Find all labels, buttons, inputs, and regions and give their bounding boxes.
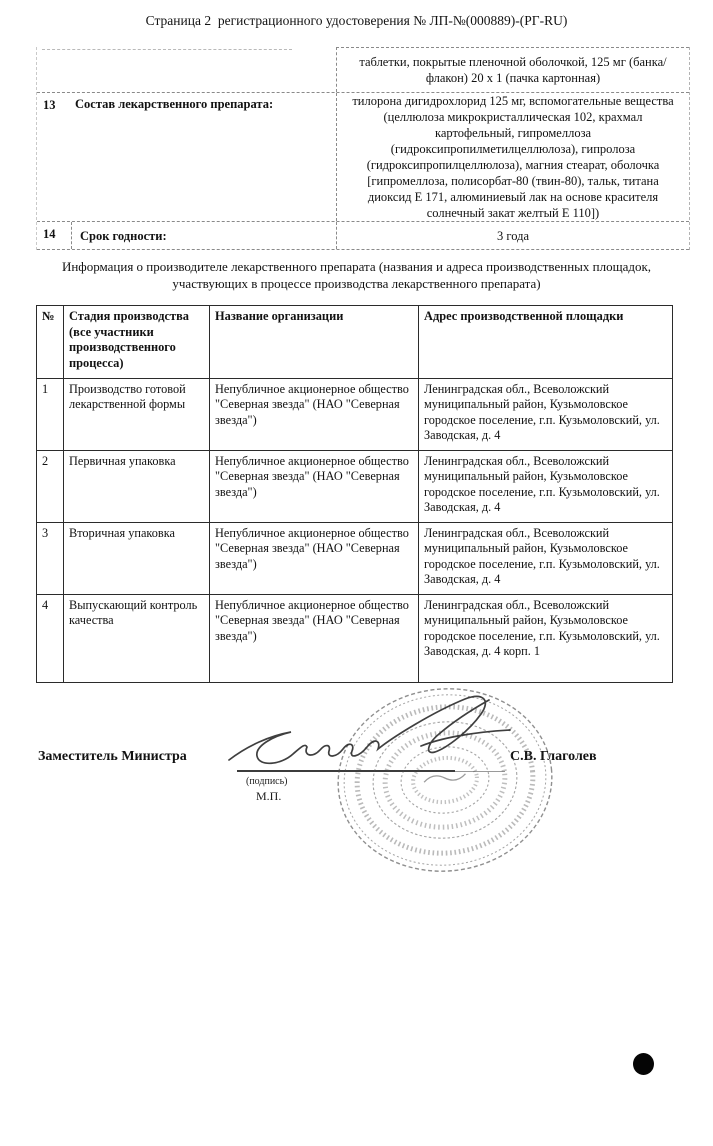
cell-address: Ленинградская обл., Всеволожский муниципальный район, Кузьмоловское городское поселение, г.п. Кузьмоловский, ул. Заводская, д. 4 xyxy=(419,451,673,523)
signature-line xyxy=(237,770,455,772)
seal-place-caption: М.П. xyxy=(256,789,282,803)
cell-address: Ленинградская обл., Всеволожский муниципальный район, Кузьмоловское городское поселение, г.п. Кузьмоловский, ул. Заводская, д. 4 xyxy=(419,379,673,451)
cell-organization: Непубличное акционерное общество "Северная звезда" (НАО "Северная звезда") xyxy=(210,523,419,595)
cell-stage: Производство готовой лекарственной формы xyxy=(64,379,210,451)
cell-organization: Непубличное акционерное общество "Северная звезда" (НАО "Северная звезда") xyxy=(210,451,419,523)
row-number: 13 xyxy=(43,98,56,112)
cell-number: 1 xyxy=(37,379,64,451)
cell-stage: Выпускающий контроль качества xyxy=(64,595,210,683)
cell-number: 2 xyxy=(37,451,64,523)
signature-line-faint xyxy=(455,771,505,772)
cell-number: 4 xyxy=(37,595,64,683)
table-header-row xyxy=(37,306,673,379)
column-header-stage: Стадия производства (все участники производственного процесса) xyxy=(64,306,210,379)
signer-name: С.В. Глаголев xyxy=(510,749,597,764)
handwritten-signature xyxy=(225,690,517,778)
row-label: Состав лекарственного препарата: xyxy=(75,97,274,111)
table-row xyxy=(37,523,673,595)
column-header-number: № xyxy=(37,306,64,379)
table-row xyxy=(37,222,689,250)
cell-address: Ленинградская обл., Всеволожский муниципальный район, Кузьмоловское городское поселение, г.п. Кузьмоловский, ул. Заводская, д. 4 корп. 1 xyxy=(419,595,673,683)
page-header: Страница 2 регистрационного удостоверения № ЛП-№(000889)-(РГ-RU) xyxy=(145,13,568,28)
column-header-organization: Название организации xyxy=(210,306,419,379)
official-stamp-icon xyxy=(332,684,558,876)
details-cell-shelf-life: 3 года xyxy=(336,222,689,249)
details-cell-empty xyxy=(37,47,336,92)
cell-stage: Вторичная упаковка xyxy=(64,523,210,595)
table-row xyxy=(37,93,689,222)
column-header-address: Адрес производственной площадки xyxy=(419,306,673,379)
table-row xyxy=(37,451,673,523)
details-cell-label xyxy=(37,222,336,249)
details-cell-label xyxy=(37,93,336,221)
table-row xyxy=(37,595,673,683)
cell-address: Ленинградская обл., Всеволожский муниципальный район, Кузьмоловское городское поселение, г.п. Кузьмоловский, ул. Заводская, д. 4 xyxy=(419,523,673,595)
details-cell-dosage-form: таблетки, покрытые пленочной оболочкой, 125 мг (банка/флакон) 20 х 1 (пачка картонная) xyxy=(336,47,689,92)
cell-number: 3 xyxy=(37,523,64,595)
row-label: Срок годности: xyxy=(80,228,167,243)
row-number: 14 xyxy=(43,222,72,249)
signature-caption: (подпись) xyxy=(246,776,288,787)
details-table xyxy=(36,47,690,250)
scan-registration-dot xyxy=(633,1053,654,1075)
cell-organization: Непубличное акционерное общество "Северная звезда" (НАО "Северная звезда") xyxy=(210,595,419,683)
signer-title: Заместитель Министра xyxy=(38,749,187,764)
table-row xyxy=(37,379,673,451)
details-cell-composition: тилорона дигидрохлорид 125 мг, вспомогательные вещества (целлюлоза микрокристаллическая 102, крахмал картофельный, гипромеллоза (гидроксипропилметилцеллюлоза), гипролоза (гидроксипропилцеллюлоза), магния стеарат, оболочка [гипромеллоза, полисорбат-80 (твин-80), тальк, титана диоксид Е 171, алюминиевый лак на основе красителя солнечный закат желтый Е 110]) xyxy=(336,93,689,221)
manufacturing-table xyxy=(36,305,673,683)
manufacturer-info-heading: Информация о производителе лекарственного препарата (названия и адреса производственных площадок, участвующих в процессе производства лекарственного препарата) xyxy=(61,259,652,291)
cell-stage: Первичная упаковка xyxy=(64,451,210,523)
cell-organization: Непубличное акционерное общество "Северная звезда" (НАО "Северная звезда") xyxy=(210,379,419,451)
table-row xyxy=(37,47,689,93)
